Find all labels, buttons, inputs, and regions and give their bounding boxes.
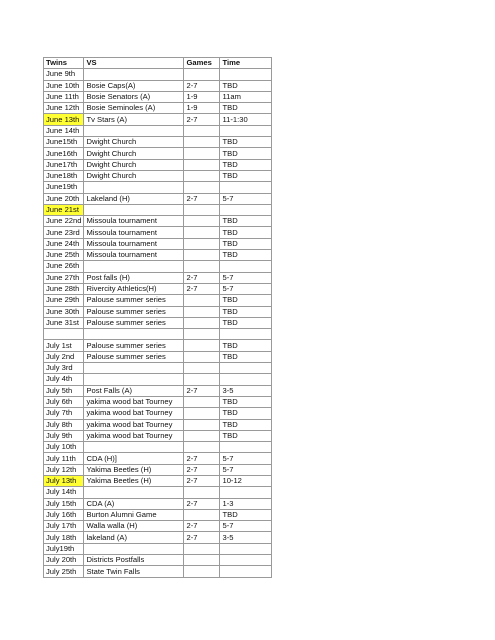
table-row — [44, 69, 272, 80]
cell-games — [184, 69, 220, 80]
cell-time: 10-12 — [220, 475, 272, 486]
cell-time: TBD — [220, 250, 272, 261]
cell-time: TBD — [220, 227, 272, 238]
cell-time: 5-7 — [220, 272, 272, 283]
table-row — [44, 464, 272, 475]
cell-vs: CDA (H)] — [84, 453, 184, 464]
header-games: Games — [184, 58, 220, 69]
cell-games — [184, 442, 220, 453]
cell-time: TBD — [220, 159, 272, 170]
cell-games — [184, 363, 220, 374]
cell-time — [220, 329, 272, 340]
cell-date: June 12th — [44, 103, 84, 114]
cell-date: June 9th — [44, 69, 84, 80]
cell-vs — [84, 261, 184, 272]
cell-time: TBD — [220, 351, 272, 362]
cell-date: July 17th — [44, 521, 84, 532]
cell-games: 2-7 — [184, 453, 220, 464]
cell-time: 11am — [220, 91, 272, 102]
cell-time — [220, 125, 272, 136]
cell-games — [184, 317, 220, 328]
cell-games: 2-7 — [184, 475, 220, 486]
cell-games — [184, 351, 220, 362]
cell-date: June 21st — [44, 204, 84, 215]
cell-date: June 31st — [44, 317, 84, 328]
cell-vs: yakima wood bat Tourney — [84, 419, 184, 430]
cell-date: July 15th — [44, 498, 84, 509]
cell-date: June16th — [44, 148, 84, 159]
cell-time: TBD — [220, 317, 272, 328]
cell-games: 2-7 — [184, 464, 220, 475]
cell-games: 2-7 — [184, 193, 220, 204]
cell-date: July 14th — [44, 487, 84, 498]
cell-date: June17th — [44, 159, 84, 170]
cell-vs: Palouse summer series — [84, 340, 184, 351]
table-row — [44, 453, 272, 464]
schedule-rows — [44, 69, 272, 577]
cell-time: TBD — [220, 430, 272, 441]
table-row — [44, 430, 272, 441]
cell-date: June 24th — [44, 238, 84, 249]
cell-games — [184, 216, 220, 227]
header-vs: VS — [84, 58, 184, 69]
cell-time: TBD — [220, 340, 272, 351]
cell-games — [184, 170, 220, 181]
table-row — [44, 487, 272, 498]
cell-vs: Bosie Seminoles (A) — [84, 103, 184, 114]
cell-games: 2-7 — [184, 272, 220, 283]
cell-time: TBD — [220, 295, 272, 306]
cell-vs: Walla walla (H) — [84, 521, 184, 532]
cell-time — [220, 204, 272, 215]
cell-time: 5-7 — [220, 464, 272, 475]
cell-games — [184, 159, 220, 170]
cell-vs: Palouse summer series — [84, 306, 184, 317]
table-row — [44, 374, 272, 385]
cell-vs: Palouse summer series — [84, 295, 184, 306]
table-row — [44, 103, 272, 114]
header-row — [44, 58, 272, 69]
cell-games: 2-7 — [184, 498, 220, 509]
table-row — [44, 521, 272, 532]
cell-games — [184, 408, 220, 419]
cell-vs: Missoula tournament — [84, 227, 184, 238]
cell-games: 2-7 — [184, 80, 220, 91]
cell-vs: Dwight Church — [84, 148, 184, 159]
cell-time — [220, 363, 272, 374]
cell-games — [184, 306, 220, 317]
cell-games — [184, 329, 220, 340]
table-row — [44, 306, 272, 317]
cell-vs: Dwight Church — [84, 170, 184, 181]
cell-vs: Bosie Senators (A) — [84, 91, 184, 102]
table-row — [44, 216, 272, 227]
table-row — [44, 340, 272, 351]
cell-games — [184, 374, 220, 385]
cell-time: 11-1:30 — [220, 114, 272, 125]
cell-vs: Bosie Caps(A) — [84, 80, 184, 91]
cell-date: June 30th — [44, 306, 84, 317]
cell-games: 2-7 — [184, 385, 220, 396]
cell-games — [184, 238, 220, 249]
table-row — [44, 238, 272, 249]
cell-time: 5-7 — [220, 283, 272, 294]
schedule-table — [43, 57, 272, 578]
cell-date: June 20th — [44, 193, 84, 204]
cell-time: TBD — [220, 396, 272, 407]
cell-time — [220, 442, 272, 453]
cell-date: June 27th — [44, 272, 84, 283]
cell-vs — [84, 69, 184, 80]
cell-vs: Yakima Beetles (H) — [84, 464, 184, 475]
table-row — [44, 363, 272, 374]
cell-games — [184, 295, 220, 306]
cell-vs: Rivercity Athletics(H) — [84, 283, 184, 294]
cell-date: June19th — [44, 182, 84, 193]
table-row — [44, 396, 272, 407]
table-row — [44, 419, 272, 430]
cell-date: July 2nd — [44, 351, 84, 362]
cell-time — [220, 374, 272, 385]
cell-time: 5-7 — [220, 193, 272, 204]
cell-date: July 5th — [44, 385, 84, 396]
cell-time: TBD — [220, 238, 272, 249]
cell-date — [44, 329, 84, 340]
cell-games: 2-7 — [184, 521, 220, 532]
cell-date: July 7th — [44, 408, 84, 419]
cell-time: TBD — [220, 137, 272, 148]
table-row — [44, 125, 272, 136]
table-row — [44, 498, 272, 509]
cell-time: TBD — [220, 408, 272, 419]
cell-games — [184, 555, 220, 566]
cell-games — [184, 148, 220, 159]
cell-time: TBD — [220, 509, 272, 520]
table-row — [44, 385, 272, 396]
cell-games — [184, 509, 220, 520]
cell-vs — [84, 204, 184, 215]
cell-time: 3-5 — [220, 532, 272, 543]
table-row — [44, 204, 272, 215]
cell-date: June 10th — [44, 80, 84, 91]
cell-vs: State Twin Falls — [84, 566, 184, 577]
cell-time — [220, 182, 272, 193]
table-row — [44, 555, 272, 566]
table-row — [44, 148, 272, 159]
cell-time: 5-7 — [220, 521, 272, 532]
cell-date: June 13th — [44, 114, 84, 125]
cell-games — [184, 419, 220, 430]
table-row — [44, 295, 272, 306]
table-row — [44, 193, 272, 204]
cell-vs: Missoula tournament — [84, 216, 184, 227]
cell-vs — [84, 182, 184, 193]
cell-vs: Missoula tournament — [84, 238, 184, 249]
cell-date: July 25th — [44, 566, 84, 577]
cell-vs — [84, 487, 184, 498]
table-row — [44, 114, 272, 125]
table-row — [44, 532, 272, 543]
table-row — [44, 329, 272, 340]
cell-date: July 11th — [44, 453, 84, 464]
cell-vs — [84, 363, 184, 374]
cell-date: July 12th — [44, 464, 84, 475]
cell-vs: yakima wood bat Tourney — [84, 430, 184, 441]
table-row — [44, 317, 272, 328]
table-row — [44, 283, 272, 294]
cell-time — [220, 487, 272, 498]
header-twins: Twins — [44, 58, 84, 69]
cell-vs: lakeland (A) — [84, 532, 184, 543]
cell-time: TBD — [220, 170, 272, 181]
cell-games: 1-9 — [184, 91, 220, 102]
table-row — [44, 80, 272, 91]
cell-time: TBD — [220, 306, 272, 317]
cell-time — [220, 69, 272, 80]
table-row — [44, 475, 272, 486]
cell-games — [184, 227, 220, 238]
cell-date: June 29th — [44, 295, 84, 306]
cell-date: June18th — [44, 170, 84, 181]
cell-date: July19th — [44, 543, 84, 554]
cell-games — [184, 566, 220, 577]
cell-time: TBD — [220, 80, 272, 91]
cell-time — [220, 566, 272, 577]
cell-date: July 18th — [44, 532, 84, 543]
cell-date: July 8th — [44, 419, 84, 430]
cell-games: 1-9 — [184, 103, 220, 114]
cell-vs: Tv Stars (A) — [84, 114, 184, 125]
cell-games — [184, 125, 220, 136]
cell-games — [184, 487, 220, 498]
cell-vs: Post Falls (A) — [84, 385, 184, 396]
cell-vs: yakima wood bat Tourney — [84, 396, 184, 407]
cell-vs: Burton Alumni Game — [84, 509, 184, 520]
cell-time: TBD — [220, 216, 272, 227]
table-row — [44, 261, 272, 272]
cell-date: June 14th — [44, 125, 84, 136]
cell-date: June 22nd — [44, 216, 84, 227]
cell-vs: CDA (A) — [84, 498, 184, 509]
cell-vs — [84, 374, 184, 385]
cell-vs: Lakeland (H) — [84, 193, 184, 204]
cell-date: July 16th — [44, 509, 84, 520]
cell-vs — [84, 125, 184, 136]
cell-games: 2-7 — [184, 114, 220, 125]
cell-vs: Yakima Beetles (H) — [84, 475, 184, 486]
cell-games: 2-7 — [184, 283, 220, 294]
cell-date: June15th — [44, 137, 84, 148]
cell-time: TBD — [220, 419, 272, 430]
table-row — [44, 159, 272, 170]
cell-date: July 13th — [44, 475, 84, 486]
cell-games — [184, 250, 220, 261]
cell-time — [220, 543, 272, 554]
cell-vs: yakima wood bat Tourney — [84, 408, 184, 419]
table-row — [44, 250, 272, 261]
cell-vs: Palouse summer series — [84, 351, 184, 362]
cell-games — [184, 340, 220, 351]
table-row — [44, 509, 272, 520]
cell-games — [184, 137, 220, 148]
table-row — [44, 227, 272, 238]
header-time: Time — [220, 58, 272, 69]
cell-time: 3-5 — [220, 385, 272, 396]
cell-time: 1-3 — [220, 498, 272, 509]
cell-games — [184, 396, 220, 407]
cell-date: June 23rd — [44, 227, 84, 238]
cell-date: June 26th — [44, 261, 84, 272]
cell-vs — [84, 442, 184, 453]
cell-vs — [84, 543, 184, 554]
cell-games — [184, 182, 220, 193]
table-row — [44, 442, 272, 453]
cell-date: July 10th — [44, 442, 84, 453]
table-row — [44, 137, 272, 148]
cell-time: 5-7 — [220, 453, 272, 464]
table-row — [44, 182, 272, 193]
cell-vs: Missoula tournament — [84, 250, 184, 261]
cell-date: July 1st — [44, 340, 84, 351]
cell-time — [220, 555, 272, 566]
table-row — [44, 408, 272, 419]
cell-date: July 3rd — [44, 363, 84, 374]
cell-time: TBD — [220, 148, 272, 159]
cell-games: 2-7 — [184, 532, 220, 543]
cell-vs: Dwight Church — [84, 159, 184, 170]
cell-date: June 11th — [44, 91, 84, 102]
cell-time — [220, 261, 272, 272]
cell-games — [184, 204, 220, 215]
cell-date: July 9th — [44, 430, 84, 441]
table-row — [44, 91, 272, 102]
cell-date: July 6th — [44, 396, 84, 407]
cell-games — [184, 430, 220, 441]
table-row — [44, 272, 272, 283]
cell-vs: Districts Postfalls — [84, 555, 184, 566]
table-row — [44, 543, 272, 554]
cell-date: July 20th — [44, 555, 84, 566]
cell-vs: Post falls (H) — [84, 272, 184, 283]
cell-date: July 4th — [44, 374, 84, 385]
cell-vs: Dwight Church — [84, 137, 184, 148]
table-row — [44, 566, 272, 577]
cell-vs — [84, 329, 184, 340]
cell-date: June 28th — [44, 283, 84, 294]
cell-games — [184, 543, 220, 554]
cell-games — [184, 261, 220, 272]
table-row — [44, 351, 272, 362]
table-row — [44, 170, 272, 181]
cell-vs: Palouse summer series — [84, 317, 184, 328]
cell-date: June 25th — [44, 250, 84, 261]
cell-time: TBD — [220, 103, 272, 114]
